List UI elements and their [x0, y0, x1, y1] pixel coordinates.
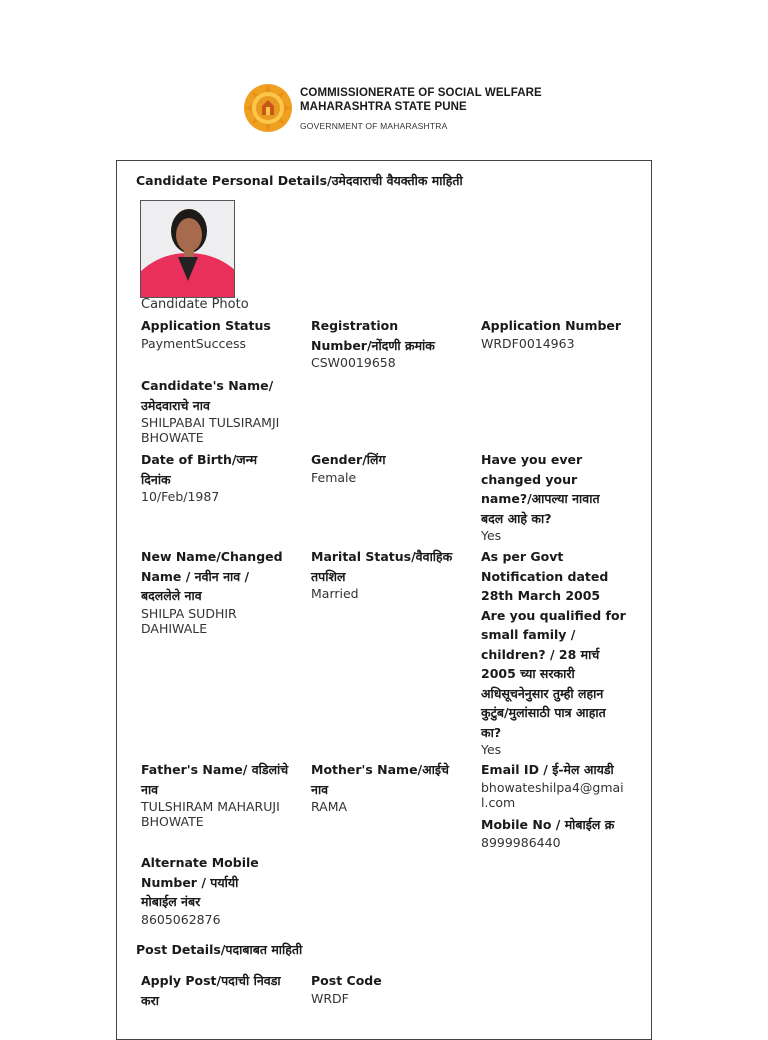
field-value: 8999986440 — [481, 834, 561, 850]
candidate-details-card — [116, 160, 652, 1040]
field-application-status — [141, 316, 291, 351]
field-candidate-name — [141, 376, 291, 445]
field-label: Candidate's Name/ उमेदवाराचे नाव — [141, 378, 274, 413]
field-new-name — [141, 547, 286, 636]
field-email — [481, 760, 626, 810]
field-value: RAMA — [311, 799, 348, 814]
field-label: As per Govt Notification dated 28th March 2005 Are you qualified for small family / children? / 28 मार्च 2005 च्या सरकारी अधिसूचनेनुसार तुम्ही लहान कुटुंब/मुलांसाठी पात्र आहात का? — [481, 549, 626, 740]
field-marital-status — [311, 547, 461, 601]
field-label: Application Status — [141, 318, 271, 333]
field-label: Post Code — [311, 973, 382, 988]
field-value: 8605062876 — [141, 911, 221, 927]
field-registration-number — [311, 316, 461, 370]
field-label: Apply Post/पदाची निवडा करा — [141, 973, 281, 1008]
field-small-family — [481, 547, 626, 757]
maharashtra-emblem-icon — [242, 82, 294, 134]
field-label: Registration Number/नोंदणी क्रमांक — [311, 318, 435, 353]
candidate-photo-image — [141, 201, 235, 298]
field-mother-name — [311, 760, 456, 814]
field-value: WRDF — [311, 990, 349, 1006]
field-value: Yes — [481, 742, 502, 757]
field-value: SHILPA SUDHIR DAHIWALE — [141, 605, 237, 636]
field-father-name — [141, 760, 289, 829]
field-value: Female — [311, 469, 357, 485]
field-name-changed — [481, 450, 621, 543]
field-apply-post — [141, 971, 291, 1010]
field-value: WRDF0014963 — [481, 335, 575, 351]
field-value: bhowateshilpa4@gmail.com — [481, 779, 624, 810]
field-value: TULSHIRAM MAHARUJI BHOWATE — [141, 799, 280, 829]
field-label: Mother's Name/आईचे नाव — [311, 762, 449, 797]
field-label: Alternate Mobile Number / पर्यायी मोबाईल नंबर — [141, 855, 259, 909]
photo-caption: Candidate Photo — [141, 297, 249, 312]
field-gender — [311, 450, 461, 485]
field-label: Mobile No / मोबाईल क्र — [481, 817, 615, 832]
field-label: Gender/लिंग — [311, 452, 386, 467]
field-application-number — [481, 316, 631, 351]
field-label: Email ID / ई-मेल आयडी — [481, 762, 614, 777]
field-value: Married — [311, 586, 359, 601]
field-value: 10/Feb/1987 — [141, 489, 220, 504]
field-alternate-mobile — [141, 853, 271, 927]
field-label: Father's Name/ वडिलांचे नाव — [141, 762, 289, 797]
org-name-line1: COMMISSIONERATE OF SOCIAL WELFARE — [300, 87, 542, 99]
field-value: Yes — [481, 528, 502, 543]
page-header — [242, 82, 542, 134]
post-details-title: Post Details/पदाबाबत माहिती — [136, 942, 303, 957]
field-label: New Name/Changed Name / नवीन नाव / बदललेले नाव — [141, 549, 283, 603]
field-value: CSW0019658 — [311, 355, 396, 370]
field-value: PaymentSuccess — [141, 335, 247, 351]
personal-details-title: Candidate Personal Details/उमेदवाराची वैयक्तीक माहिती — [136, 173, 463, 188]
field-label: Marital Status/वैवाहिक तपशिल — [311, 549, 453, 584]
org-name-line2: MAHARASHTRA STATE PUNE — [300, 101, 467, 113]
field-post-code — [311, 971, 461, 1006]
field-date-of-birth — [141, 450, 291, 504]
org-government-line: GOVERNMENT OF MAHARASHTRA — [300, 121, 448, 131]
field-mobile — [481, 815, 626, 850]
field-label: Application Number — [481, 318, 622, 333]
field-label: Date of Birth/जन्म दिनांक — [141, 452, 258, 487]
candidate-photo — [140, 200, 235, 298]
field-label: Have you ever changed your name?/आपल्या नावात बदल आहे का? — [481, 452, 600, 526]
field-value: SHILPABAI TULSIRAMJI BHOWATE — [141, 415, 280, 445]
